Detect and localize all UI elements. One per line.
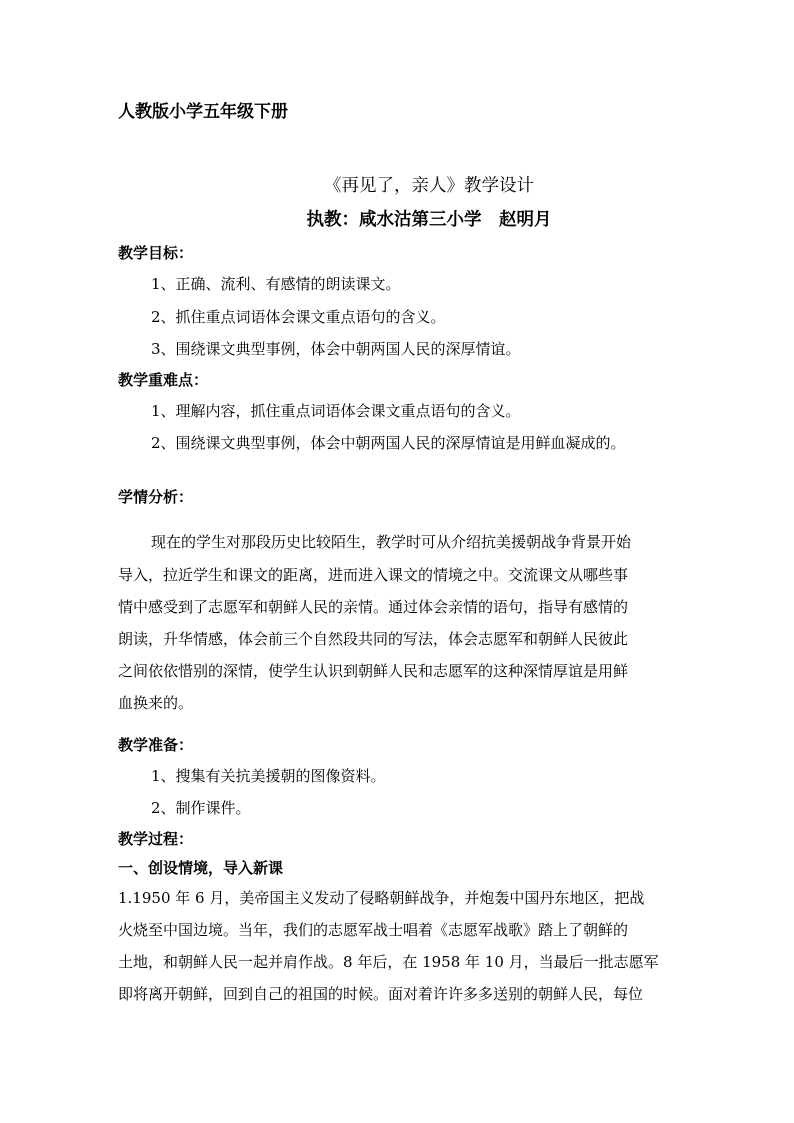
analysis-line: 导入，拉近学生和课文的距离，进而进入课文的情境之中。交流课文从哪些事 <box>118 566 629 584</box>
analysis-heading: 学情分析： <box>118 488 194 506</box>
process-heading: 教学过程： <box>118 830 194 848</box>
step-heading: 一、创设情境，导入新课 <box>118 859 284 877</box>
process-line: 1.1950 年 6 月，美帝国主义发动了侵略朝鲜战争，并炮轰中国丹东地区，把战 <box>118 889 645 907</box>
key-point-item: 2、围绕课文典型事例，体会中朝两国人民的深厚情谊是用鲜血凝成的。 <box>151 434 626 452</box>
process-line: 土地，和朝鲜人民一起并肩作战。8 年后，在 1958 年 10 月，当最后一批志愿军 <box>118 953 659 971</box>
author-line: 执教：咸水沽第三小学 赵明月 <box>306 210 552 230</box>
process-line: 火烧至中国边境。当年，我们的志愿军战士唱着《志愿军战歌》踏上了朝鲜的 <box>118 921 629 939</box>
preparation-heading: 教学准备： <box>118 736 194 754</box>
analysis-line: 血换来的。 <box>118 694 194 712</box>
analysis-line: 之间依依惜别的深情，使学生认识到朝鲜人民和志愿军的这种深情厚谊是用鲜 <box>118 662 629 680</box>
analysis-line: 朗读，升华情感，体会前三个自然段共同的写法，体会志愿军和朝鲜人民彼此 <box>118 630 629 648</box>
key-point-item: 1、理解内容，抓住重点词语体会课文重点语句的含义。 <box>151 402 521 420</box>
page-title: 《再见了，亲人》教学设计 <box>324 176 534 196</box>
preparation-item: 1、搜集有关抗美援朝的图像资料。 <box>151 767 386 785</box>
goal-item: 1、正确、流利、有感情的朗读课文。 <box>151 275 401 293</box>
analysis-line: 情中感受到了志愿军和朝鲜人民的亲情。通过体会亲情的语句，指导有感情的 <box>118 598 629 616</box>
analysis-line: 现在的学生对那段历史比较陌生，教学时可从介绍抗美援朝战争背景开始 <box>151 533 632 551</box>
goal-item: 2、抓住重点词语体会课文重点语句的含义。 <box>151 308 446 326</box>
process-line: 即将离开朝鲜，回到自己的祖国的时候。面对着许许多多送别的朝鲜人民，每位 <box>118 985 644 1003</box>
goal-item: 3、围绕课文典型事例，体会中朝两国人民的深厚情谊。 <box>151 340 521 358</box>
preparation-item: 2、制作课件。 <box>151 799 251 817</box>
key-points-heading: 教学重难点： <box>118 371 209 389</box>
goals-heading: 教学目标： <box>118 244 194 262</box>
series-header: 人教版小学五年级下册 <box>118 102 288 122</box>
